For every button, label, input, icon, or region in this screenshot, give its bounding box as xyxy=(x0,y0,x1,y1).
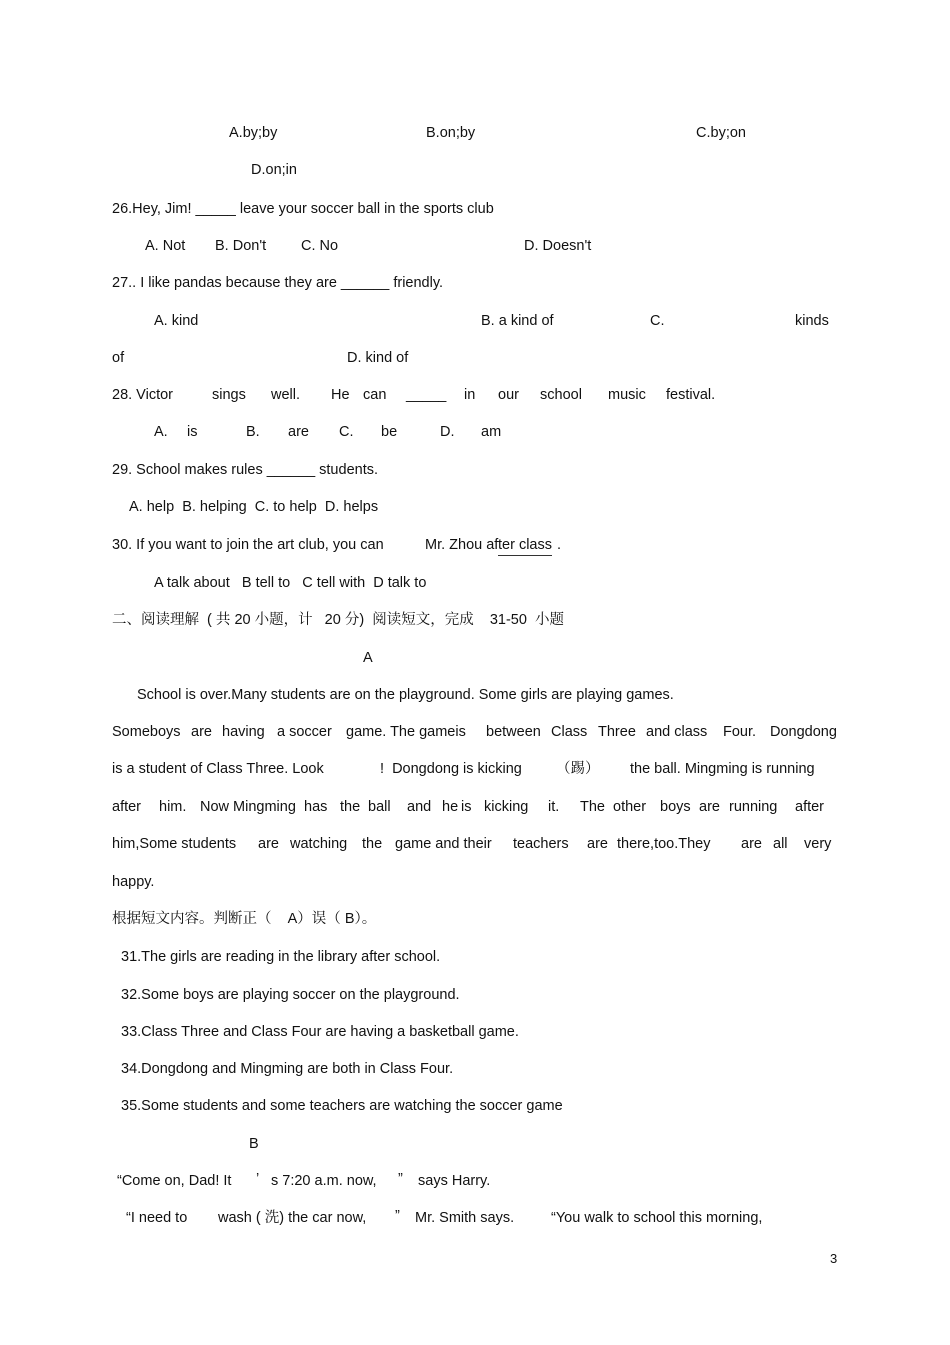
q28-word: sings xyxy=(212,387,246,403)
q30-stem: 30. If you want to join the art club, you can xyxy=(112,537,384,553)
q26-option-a: A. Not xyxy=(145,238,186,254)
passage-a-line: School is over.Many students are on the playground. Some girls are playing games. xyxy=(137,687,674,703)
q25-option-c: C.by;on xyxy=(696,125,746,141)
passage-a-word: ball xyxy=(368,799,391,815)
q28-blank: _____ xyxy=(406,387,447,403)
q27-option-d: D. kind of xyxy=(347,350,409,366)
passage-a-word: running xyxy=(729,799,778,815)
passage-b-line-part: ” xyxy=(398,1171,403,1187)
q30-stem-period: . xyxy=(557,537,562,553)
q28-option-c-value: be xyxy=(381,424,398,440)
q25-option-d: D.on;in xyxy=(251,162,297,178)
passage-a-word: teachers xyxy=(513,836,569,852)
q28-word: music xyxy=(608,387,646,403)
q27-stem: 27.. I like pandas because they are ______ friendly. xyxy=(112,275,444,291)
q27-option-c-of: of xyxy=(112,350,125,366)
statement-33: 33.Class Three and Class Four are having a basketball game. xyxy=(121,1024,519,1040)
passage-a-word: game. The gameis xyxy=(346,724,466,740)
passage-a-word: and xyxy=(407,799,432,815)
q28-option-d: D. xyxy=(440,424,455,440)
passage-a-word: watching xyxy=(290,836,348,852)
q28-option-b: B. xyxy=(246,424,260,440)
passage-a-word: other xyxy=(613,799,647,815)
passage-a-word: it. xyxy=(548,799,560,815)
passage-a-word: and class xyxy=(646,724,708,740)
passage-a-word: there,too.They xyxy=(617,836,711,852)
passage-a-word: a soccer xyxy=(277,724,332,740)
q29-stem: 29. School makes rules ______ students. xyxy=(112,462,378,478)
q28-word: He xyxy=(331,387,350,403)
q28-option-a-value: is xyxy=(187,424,198,440)
q27-option-c: C. xyxy=(650,313,665,329)
passage-a-word: kicking xyxy=(484,799,529,815)
q28-option-b-value: are xyxy=(288,424,309,440)
passage-a-line-part: ! Dongdong is kicking xyxy=(380,761,522,777)
passage-b-title: B xyxy=(249,1136,259,1152)
passage-b-line-part: s 7:20 a.m. now, xyxy=(271,1173,377,1189)
passage-a-word: Class xyxy=(551,724,588,740)
passage-a-word: Four. xyxy=(723,724,757,740)
passage-a-word: has xyxy=(304,799,328,815)
passage-a-word: after xyxy=(112,799,142,815)
q28-word: can xyxy=(363,387,387,403)
passage-b-line-part: says Harry. xyxy=(418,1173,491,1189)
passage-a-word: is xyxy=(461,799,472,815)
passage-a-word: The xyxy=(580,799,605,815)
passage-a-word: Three xyxy=(598,724,636,740)
statement-34: 34.Dongdong and Mingming are both in Class Four. xyxy=(121,1061,454,1077)
q26-stem: 26.Hey, Jim! _____ leave your soccer ball in the sports club xyxy=(112,201,494,217)
passage-a-word: are xyxy=(699,799,720,815)
passage-a-word: after xyxy=(795,799,825,815)
q28-word: in xyxy=(464,387,476,403)
passage-b-line-part: “Come on, Dad! It xyxy=(117,1173,232,1189)
q26-option-c: C. No xyxy=(301,238,339,254)
passage-a-word: Now Mingming xyxy=(200,799,296,815)
passage-b-line-part: ’ xyxy=(256,1171,260,1187)
passage-a-word: him. xyxy=(159,799,187,815)
q30-options: A talk about B tell to C tell with D talk to xyxy=(154,575,427,591)
q28-word: our xyxy=(498,387,519,403)
passage-a-word: between xyxy=(486,724,541,740)
passage-a-word: having xyxy=(222,724,265,740)
q27-option-c-word: kinds xyxy=(795,313,829,329)
passage-a-word: the xyxy=(362,836,383,852)
q27-option-b: B. a kind of xyxy=(481,313,554,329)
passage-a-line-part: （踢） xyxy=(556,761,600,777)
q28-option-c: C. xyxy=(339,424,354,440)
section-heading: 二、阅读理解 ( 共 20 小题，计 20 分) 阅读短文，完成 31-50 小题 xyxy=(112,612,564,628)
passage-a-line-part: the ball. Mingming is running xyxy=(630,761,815,777)
passage-a-word: are xyxy=(258,836,279,852)
passage-a-title: A xyxy=(363,650,373,666)
passage-b-line-part: wash ( 洗) the car now, xyxy=(218,1210,367,1226)
q28-option-d-value: am xyxy=(481,424,502,440)
q25-option-b: B.on;by xyxy=(426,125,476,141)
q25-option-a: A.by;by xyxy=(229,125,278,141)
q26-option-b: B. Don't xyxy=(215,238,267,254)
q28-option-a: A. xyxy=(154,424,168,440)
passage-b-line-part: “I need to xyxy=(126,1210,188,1226)
passage-a-word: him,Some students xyxy=(112,836,237,852)
q28-word: 28. Victor xyxy=(112,387,173,403)
passage-a-word: Someboys xyxy=(112,724,181,740)
statement-31: 31.The girls are reading in the library after school. xyxy=(121,949,441,965)
passage-a-word: game and their xyxy=(395,836,492,852)
passage-a-word: Dongdong xyxy=(770,724,837,740)
q30-stem-part: Mr. Zhou af xyxy=(425,537,499,553)
passage-a-word: the xyxy=(340,799,361,815)
passage-a-line: happy. xyxy=(112,874,155,890)
passage-b-line-part: ” xyxy=(395,1208,400,1224)
q28-word: school xyxy=(540,387,582,403)
passage-a-word: boys xyxy=(660,799,691,815)
page-number: 3 xyxy=(830,1251,838,1266)
passage-a-word: are xyxy=(741,836,762,852)
passage-a-word: are xyxy=(587,836,608,852)
q26-option-d: D. Doesn't xyxy=(524,238,592,254)
statement-32: 32.Some boys are playing soccer on the playground. xyxy=(121,987,460,1003)
passage-a-line-part: is a student of Class Three. Look xyxy=(112,761,324,777)
passage-a-word: are xyxy=(191,724,212,740)
tf-instruction: 根据短文内容。判断正（ A）误（ B）。 xyxy=(112,911,377,927)
q27-option-a: A. kind xyxy=(154,313,199,329)
passage-a-word: he xyxy=(442,799,459,815)
statement-35: 35.Some students and some teachers are watching the soccer game xyxy=(121,1098,563,1114)
passage-b-line-part: Mr. Smith says. xyxy=(415,1210,515,1226)
passage-b-line-part: “You walk to school this morning, xyxy=(551,1210,763,1226)
passage-a-word: very xyxy=(804,836,832,852)
q28-word: well. xyxy=(271,387,301,403)
q30-underlined-text: ter class xyxy=(498,536,552,556)
passage-a-word: all xyxy=(773,836,788,852)
q29-options: A. help B. helping C. to help D. helps xyxy=(129,499,379,515)
q28-word: festival. xyxy=(666,387,716,403)
